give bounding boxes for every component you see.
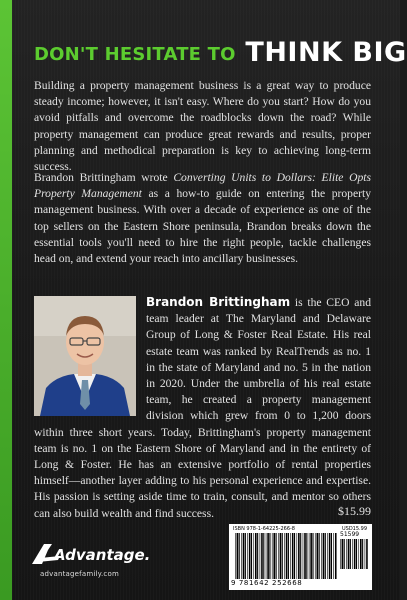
headline-small: DON'T HESITATE TO	[34, 44, 236, 65]
barcode-bars-icon	[235, 533, 335, 579]
photo-spacer	[34, 294, 136, 418]
price: $15.99	[338, 504, 371, 518]
publisher-url: advantagefamily.com	[40, 570, 119, 578]
author-bio	[34, 294, 371, 522]
book-paragraph-rest: as a how-to guide on entering the property management business. With over a decade of experience as one of the top sellers on the Eastern Shore peninsula, Brandon breaks down the essential tools you'll need to hire the right people, tackle challenges head on, and extend your reach into ancillary businesses.	[34, 187, 371, 266]
book-title: Converting Units to Dollars: Elite Opts Property Management	[34, 171, 371, 201]
intro-paragraph: Building a property management business is a great way to produce steady income; however, it isn't easy. Where do you start? How do you avoid pitfalls and overcome the roadblocks down the road? While property management can produce great rewards and results, proper planning and methodical preparation is key to achieving long-term success.	[34, 79, 371, 174]
svg-text:Advantage.: Advantage.	[54, 546, 151, 564]
barcode	[229, 524, 372, 590]
book-paragraph	[34, 170, 371, 267]
author-bio-text: is the CEO and team leader at The Maryland and Delaware Group of Long & Foster Real Estate. His real estate team was ranked by RealTrends as no. 1 in the state of Maryland and no. 5 in the nation in 2020. Under the umbrella of his real estate team, he created a property management division which grew from 0 to 1,200 doors within three short years. Today, Brittingham's property management team is no. 1 on the Eastern Shore of Maryland and in the entirety of Long & Foster. He has an extensive portfolio of rental properties himself—another layer adding to his personal experience and expertise. His passion is setting aside time to train, consult, and mentor so others can also build wealth and find success.	[34, 296, 371, 520]
headline	[34, 37, 407, 68]
usd-label: USD15.99	[342, 526, 367, 532]
publisher-logo	[30, 540, 151, 566]
barcode-addon-bars-icon	[340, 539, 367, 569]
book-paragraph-lead: Brandon Brittingham wrote	[34, 171, 174, 184]
headline-big: THINK BIG	[245, 37, 407, 68]
addon-number: 51599	[340, 531, 360, 538]
author-name: Brandon Brittingham	[146, 295, 291, 309]
isbn-label: ISBN 978-1-64225-266-8	[233, 526, 295, 532]
barcode-digits: 9 781642 252668	[231, 579, 303, 587]
